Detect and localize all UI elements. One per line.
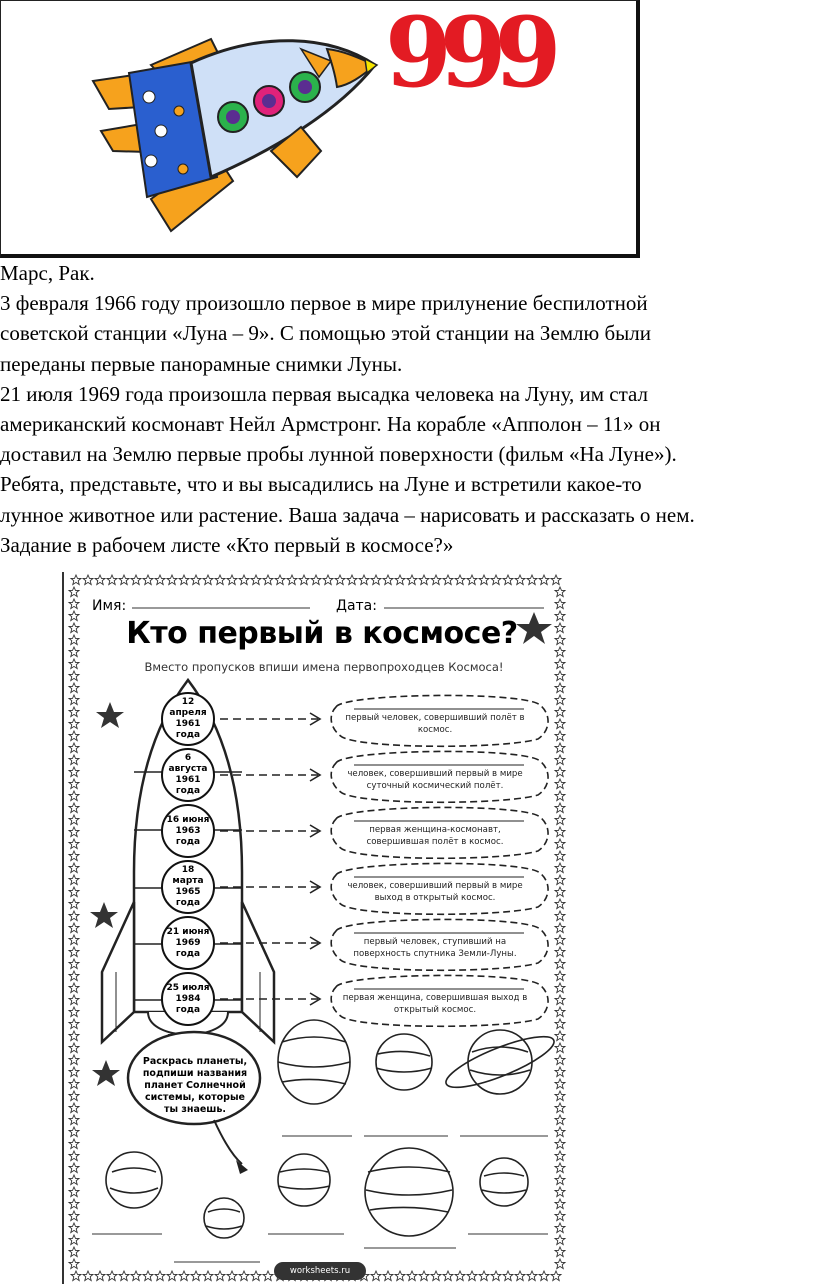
worksheet-drawing xyxy=(64,572,569,1284)
date-badge: 12 апреля 1961 года xyxy=(161,692,215,746)
pioneer-description: человек, совершивший первый в мире выход в открытый космос. xyxy=(347,881,523,903)
quote-marks-icon: 999 xyxy=(385,0,550,109)
rocket-banner xyxy=(0,0,640,258)
paragraph-line: Марс, Рак. xyxy=(0,261,95,285)
paragraph-line: 21 июля 1969 года произошла первая высадка человека на Луну, им стал xyxy=(0,381,649,406)
worksheet xyxy=(62,572,569,1284)
paragraph-line: 3 февраля 1966 году произошло первое в мире прилунение беспилотной xyxy=(0,291,648,316)
pioneer-description: первый человек, ступивший на поверхность спутника Земли-Луны. xyxy=(353,937,517,959)
date-badge: 18 марта 1965 года xyxy=(161,860,215,914)
date-badge: 6 августа 1961 года xyxy=(161,748,215,802)
pioneer-description: первая женщина-космонавт, совершившая полёт в космос. xyxy=(366,825,504,847)
site-logo: worksheets.ru xyxy=(274,1262,366,1280)
worksheet-subtitle: Вместо пропусков впиши имена первопроходцев Космоса! xyxy=(144,660,504,674)
paragraph-line: американский космонавт Нейл Армстронг. На корабле «Апполон – 11» он xyxy=(0,412,661,437)
name-label: Имя: xyxy=(92,598,127,614)
paragraph-line: советской станции «Луна – 9». С помощью этой станции на Землю были xyxy=(0,321,651,346)
paragraph-line: Ребята, представьте, что и вы высадились на Луне и встретили какое-то xyxy=(0,472,642,497)
paragraph-line: переданы первые панорамные снимки Луны. xyxy=(0,351,403,376)
speech-bubble-text: Раскрась планеты, подпиши названия планет Солнечной системы, которые ты знаешь. xyxy=(142,1056,248,1115)
date-badge: 21 июня 1969 года xyxy=(161,916,215,970)
pioneer-description: человек, совершивший первый в мире суточный космический полёт. xyxy=(347,769,523,791)
paragraph-line: Задание в рабочем листе «Кто первый в космосе?» xyxy=(0,532,454,557)
article-text xyxy=(0,258,812,560)
date-badge: 25 июля 1984 года xyxy=(161,972,215,1026)
pioneer-description: первый человек, совершивший полёт в космос. xyxy=(345,713,525,735)
date-label: Дата: xyxy=(336,598,377,614)
paragraph-line: лунное животное или растение. Ваша задача – нарисовать и рассказать о нем. xyxy=(0,502,695,527)
date-badge: 16 июня 1963 года xyxy=(161,804,215,858)
pioneer-description: первая женщина, совершившая выход в открытый космос. xyxy=(342,993,528,1015)
paragraph-line: доставил на Землю первые пробы лунной поверхности (фильм «На Луне»). xyxy=(0,442,677,467)
worksheet-title: Кто первый в космосе? xyxy=(126,616,518,651)
